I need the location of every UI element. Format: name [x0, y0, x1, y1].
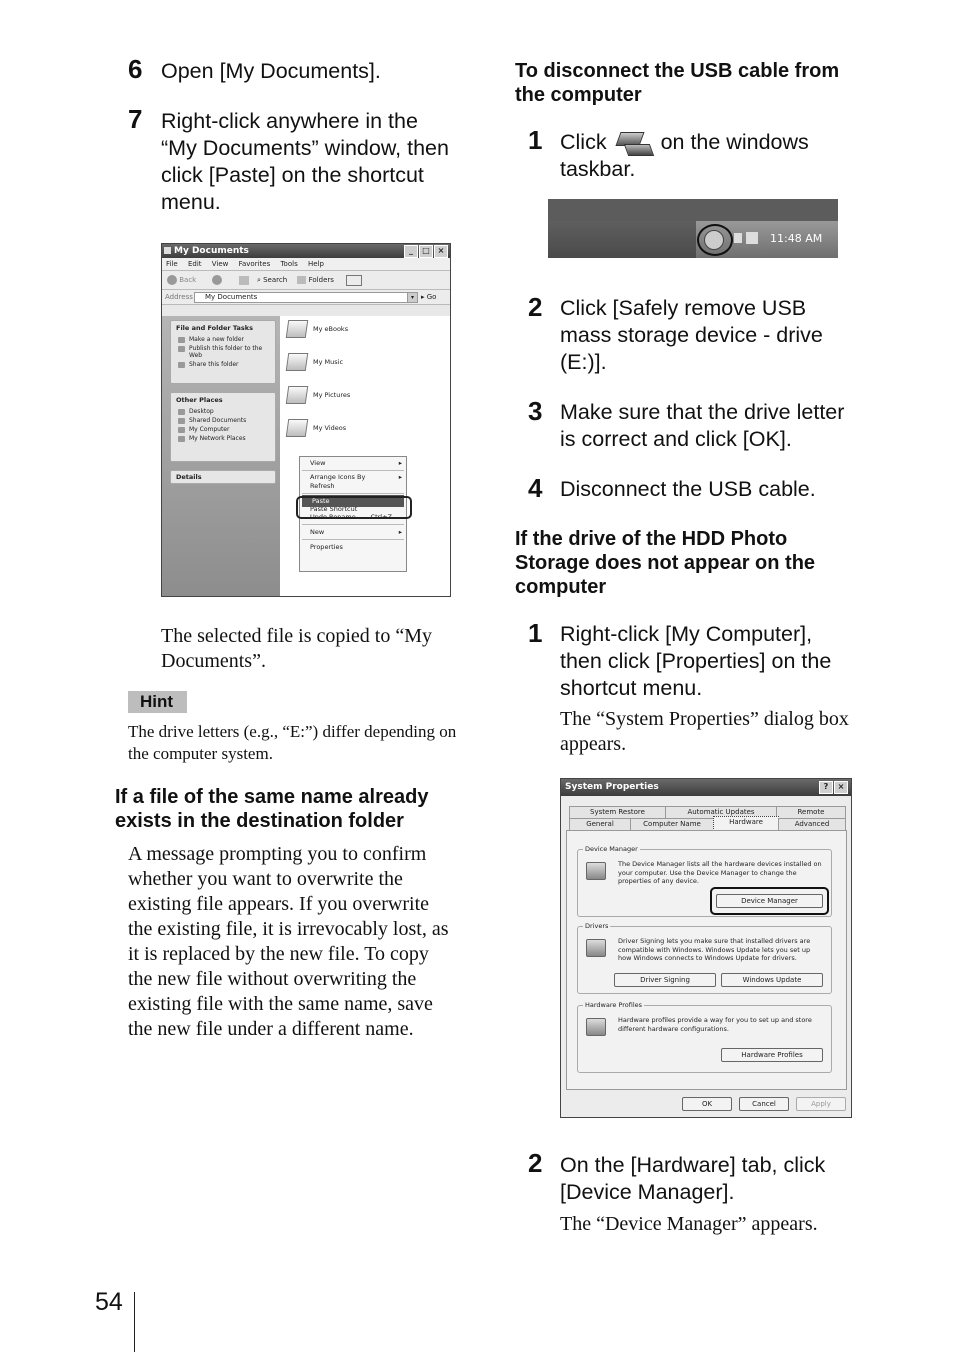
menu-bar [162, 258, 450, 271]
usb-step-2-text: Click [Safely remove USB mass storage device - drive (E:)]. [560, 296, 823, 374]
drive-step-1-number: 1 [528, 618, 543, 648]
folder-my-ebooks[interactable]: My eBooks [287, 320, 348, 338]
network-icon[interactable] [746, 232, 758, 244]
folders-button-label[interactable]: Folders [308, 276, 334, 284]
usb-step-3-text: Make sure that the drive letter is correct and click [OK]. [560, 400, 845, 451]
tab-general[interactable]: General [569, 818, 631, 830]
dialog-titlebar [561, 779, 851, 796]
undo-shortcut: Ctrl+Z [370, 513, 392, 521]
drivers-group [577, 922, 832, 994]
device-manager-group-label: Device Manager [585, 845, 638, 853]
safely-remove-hardware-icon [616, 130, 652, 156]
tab-hardware[interactable]: Hardware [713, 816, 779, 831]
usb-section-title: To disconnect the USB cable from the computer [515, 60, 840, 106]
search-button-label[interactable]: Search [263, 276, 288, 284]
hardware-profiles-description: Hardware profiles provide a way for you to set up and store different hardware configurations. [618, 1016, 812, 1033]
ctx-separator [302, 493, 404, 494]
device-manager-group [577, 845, 832, 917]
drive-step-1-note: The “System Properties” dialog box appears. [560, 708, 849, 755]
tasks-panel-title[interactable]: File and Folder Tasks [176, 324, 253, 332]
task-share-folder[interactable]: Share this folder [171, 360, 275, 369]
page-number: 54 [95, 1288, 123, 1316]
usb-tray-highlight [697, 224, 733, 256]
file-folder-tasks-panel [170, 320, 276, 384]
device-manager-description: The Device Manager lists all the hardware devices installed on your computer. Use the Device Manager to change the properties of any device. [618, 860, 822, 885]
maximize-icon[interactable]: □ [419, 245, 433, 258]
ctx-separator [302, 524, 404, 525]
ok-button[interactable]: OK [682, 1097, 732, 1111]
tab-advanced[interactable]: Advanced [778, 818, 846, 830]
step-6-number: 6 [128, 54, 143, 84]
drive-step-2-number: 2 [528, 1148, 543, 1178]
toolbar [162, 271, 450, 290]
place-network-places[interactable]: My Network Places [171, 434, 275, 443]
minimize-icon[interactable]: _ [404, 245, 418, 258]
music-folder-icon [286, 353, 309, 371]
device-manager-highlight [710, 887, 829, 915]
details-panel-title[interactable]: Details [176, 473, 202, 481]
ctx-new[interactable]: New ▸ [310, 528, 402, 536]
ctx-view[interactable]: View ▸ [310, 459, 402, 467]
other-places-panel [170, 392, 276, 462]
usb-step-4-text: Disconnect the USB cable. [560, 477, 816, 501]
forward-icon[interactable] [212, 275, 222, 285]
window-titlebar [162, 244, 450, 258]
drivers-group-label: Drivers [585, 922, 609, 930]
tab-automatic-updates[interactable]: Automatic Updates [665, 806, 777, 818]
videos-folder-icon [286, 419, 309, 437]
back-button-label[interactable]: Back [179, 276, 197, 284]
chevron-down-icon[interactable]: ▾ [407, 292, 418, 303]
taskbar-top-strip [548, 199, 838, 221]
overwrite-section-body: A message prompting you to confirm whether you want to overwrite the existing file appears. If you overwrite the existing file, it is irrevocably lost, as it is replaced by the new file. To copy the new file without overwriting the existing file with the same name, save the new file under a different name. [128, 843, 449, 1040]
tab-remote[interactable]: Remote [776, 806, 846, 818]
places-panel-title[interactable]: Other Places [176, 396, 223, 404]
details-panel [170, 470, 276, 484]
search-icon[interactable]: ⌕ [256, 276, 261, 284]
usb-step-1-before: Click [560, 130, 607, 154]
usb-step-3-number: 3 [528, 396, 543, 426]
address-input[interactable] [194, 292, 416, 303]
go-label: Go [426, 293, 437, 301]
hint-text: The drive letters (e.g., “E:”) differ depending on the computer system. [128, 722, 457, 763]
hardware-profiles-group [577, 1001, 832, 1073]
views-icon[interactable] [346, 275, 362, 286]
apply-button[interactable]: Apply [796, 1097, 846, 1111]
place-desktop[interactable]: Desktop [171, 407, 275, 416]
usb-step-1-text [560, 129, 850, 183]
hardware-profiles-icon [586, 1018, 606, 1036]
volume-icon[interactable] [734, 233, 742, 243]
address-value: My Documents [205, 293, 258, 301]
drivers-description: Driver Signing lets you make sure that installed drivers are compatible with Windows. Windows Update lets you set up how Windows connects to Windows Update for drivers. [618, 937, 811, 962]
pictures-folder-icon [286, 386, 309, 404]
ctx-undo-rename[interactable]: Undo Rename Ctrl+Z [310, 513, 392, 521]
step-7-number: 7 [128, 104, 143, 134]
up-folder-icon[interactable] [239, 276, 249, 285]
device-manager-icon [586, 862, 606, 880]
back-icon[interactable] [167, 275, 177, 285]
menu-edit[interactable]: Edit [187, 260, 202, 268]
drive-step-1-text: Right-click [My Computer], then click [Properties] on the shortcut menu. [560, 622, 832, 700]
paste-highlight-outline [296, 496, 412, 519]
cancel-button[interactable]: Cancel [739, 1097, 789, 1111]
close-icon[interactable]: × [834, 781, 848, 794]
copy-caption: The selected file is copied to “My Documents”. [161, 625, 433, 672]
hardware-profiles-group-label: Hardware Profiles [585, 1001, 643, 1009]
hardware-profiles-button[interactable]: Hardware Profiles [721, 1048, 823, 1062]
my-documents-window-screenshot [161, 243, 451, 597]
folder-icon [286, 320, 309, 338]
usb-step-1-number: 1 [528, 125, 543, 155]
page-number-divider [134, 1292, 135, 1352]
system-tray [696, 221, 838, 258]
folders-icon[interactable] [297, 276, 306, 284]
folder-my-videos[interactable]: My Videos [287, 419, 346, 437]
address-bar [162, 290, 450, 305]
windows-update-button[interactable]: Windows Update [721, 973, 823, 987]
ctx-separator [302, 470, 404, 471]
usb-step-2-number: 2 [528, 292, 543, 322]
taskbar-screenshot [548, 199, 838, 258]
place-shared-documents[interactable]: Shared Documents [171, 416, 275, 425]
menu-tools[interactable]: Tools [280, 260, 298, 268]
overwrite-section-title: If a file of the same name already exists in the destination folder [115, 786, 429, 832]
close-icon[interactable]: × [434, 245, 448, 258]
ctx-properties[interactable]: Properties [310, 543, 343, 551]
usb-step-4-number: 4 [528, 473, 543, 503]
task-make-folder[interactable]: Make a new folder [171, 335, 275, 344]
content-area [162, 316, 450, 596]
device-manager-button[interactable]: Device Manager [716, 894, 823, 908]
menu-favorites[interactable]: Favorites [238, 260, 271, 268]
help-icon[interactable]: ? [819, 781, 833, 794]
place-my-computer[interactable]: My Computer [171, 425, 275, 434]
ctx-paste-shortcut[interactable]: Paste Shortcut [310, 507, 358, 511]
clock[interactable]: 11:48 AM [770, 232, 823, 245]
window-title: My Documents [174, 246, 249, 256]
ctx-paste[interactable]: Paste [302, 495, 404, 507]
address-label: Address [165, 293, 193, 301]
hint-label: Hint [128, 691, 187, 713]
drive-step-2-note: The “Device Manager” appears. [560, 1213, 818, 1235]
system-properties-dialog-screenshot [560, 778, 852, 1118]
menu-file[interactable]: File [166, 260, 178, 268]
folder-icon [164, 247, 171, 254]
hardware-tab-panel [566, 830, 847, 1090]
folder-my-music[interactable]: My Music [287, 353, 343, 371]
menu-view[interactable]: View [211, 260, 229, 268]
menu-help[interactable]: Help [307, 260, 324, 268]
drivers-icon [586, 939, 606, 957]
dialog-title: System Properties [565, 782, 659, 792]
drive-step-2-text: On the [Hardware] tab, click [Device Manager]. [560, 1153, 826, 1204]
driver-signing-button[interactable]: Driver Signing [614, 973, 716, 987]
tasks-sidebar [162, 316, 280, 596]
step-6-text: Open [My Documents]. [161, 59, 381, 83]
folder-my-pictures[interactable]: My Pictures [287, 386, 350, 404]
tab-system-restore[interactable]: System Restore [569, 806, 666, 818]
step-7-text: Right-click anywhere in the “My Documents” window, then click [Paste] on the shortcut menu. [161, 109, 449, 214]
task-publish-folder[interactable]: Publish this folder to the Web [171, 344, 275, 360]
go-button[interactable]: ▸ Go [421, 293, 437, 301]
usb-step-1-after: on the windows taskbar. [560, 130, 809, 182]
ctx-arrange-icons[interactable]: Arrange Icons By ▸ [310, 473, 402, 481]
ctx-refresh[interactable]: Refresh [310, 482, 335, 490]
drive-section-title: If the drive of the HDD Photo Storage does not appear on the computer [515, 528, 816, 598]
tab-computer-name[interactable]: Computer Name [630, 818, 714, 830]
ctx-separator [302, 539, 404, 540]
